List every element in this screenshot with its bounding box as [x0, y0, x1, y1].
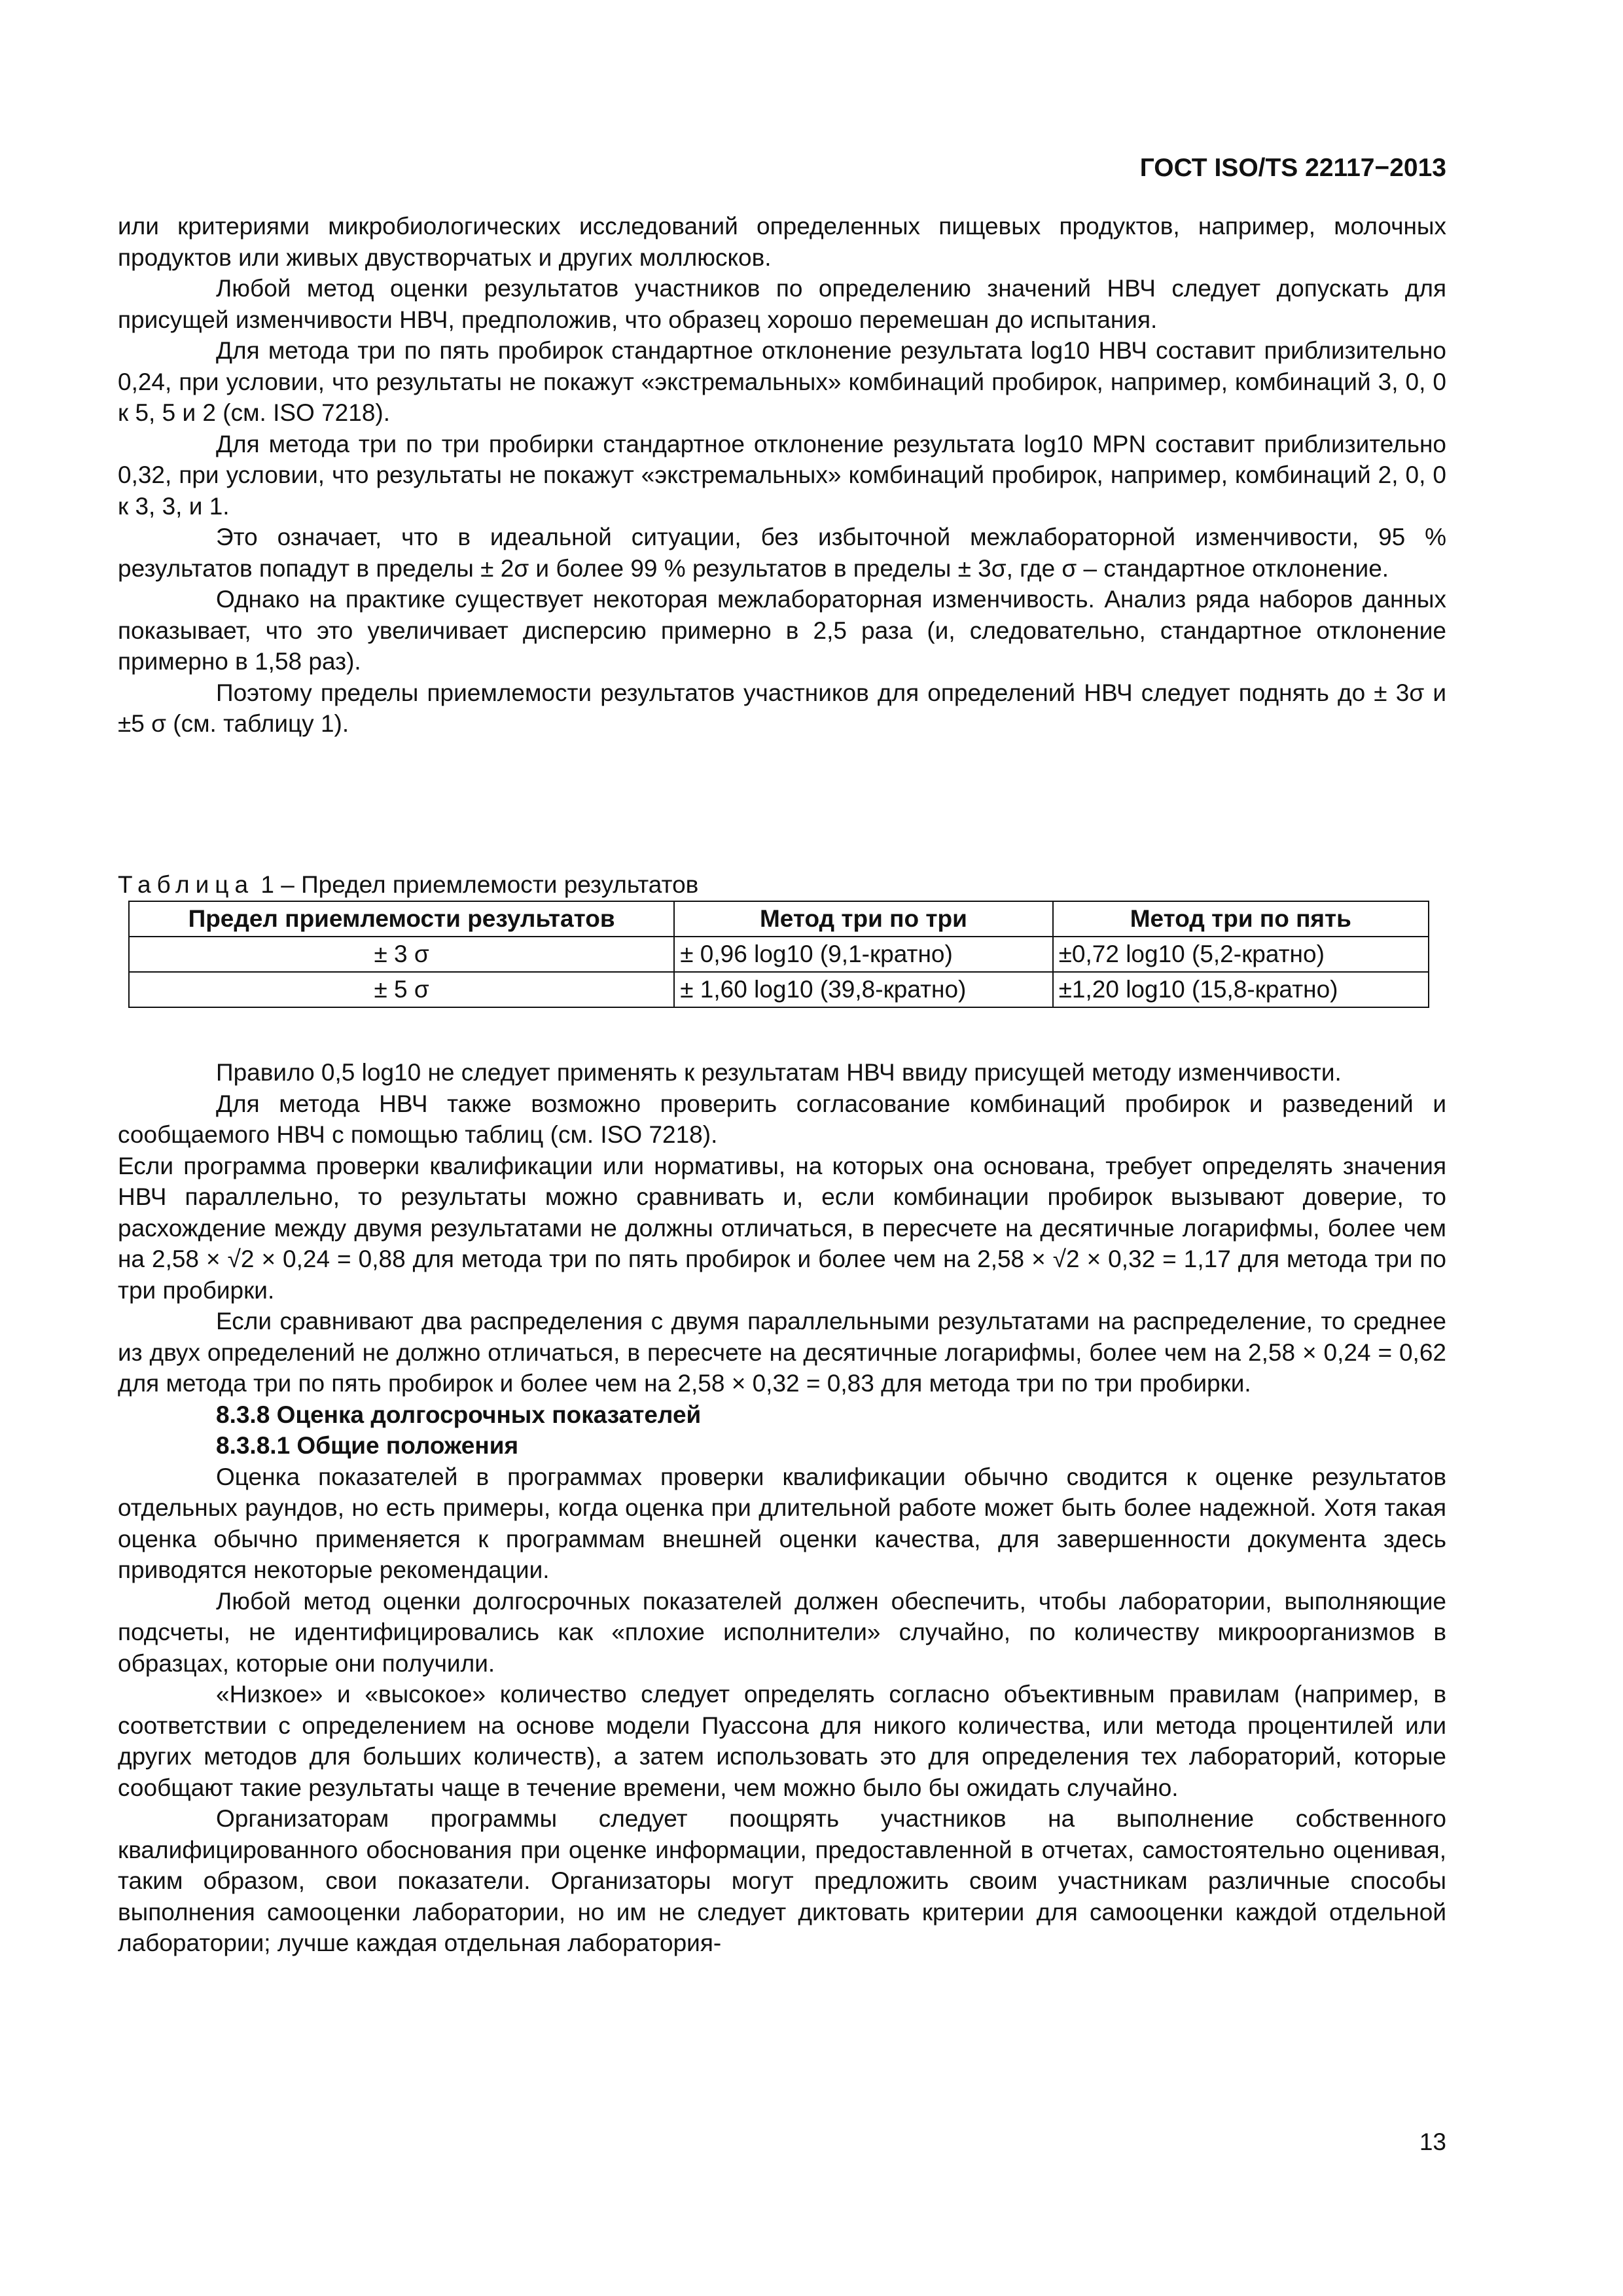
- paragraph: Если программа проверки квалификации или нормативы, на которых она основана, требует определять значения НВЧ параллельно, то результаты можно сравнивать и, если комбинации пробирок вызывают доверие, то расхождение между двумя результатами не должны отличаться, в пересчете на десятичные логарифмы, более чем на 2,58 × √2 × 0,24 = 0,88 для метода три по пять пробирок и более чем на 2,58 × √2 × 0,32 = 1,17 для метода три по три пробирки.: [118, 1152, 1446, 1304]
- acceptance-limits-table: [128, 901, 1429, 1008]
- table-caption-label: Таблица: [118, 871, 255, 898]
- paragraph: или критериями микробиологических исследований определенных пищевых продуктов, например, молочных продуктов или живых двустворчатых и других моллюсков.: [118, 213, 1446, 271]
- paragraph: Любой метод оценки результатов участников по определению значений НВЧ следует допускать для присущей изменчивости НВЧ, предположив, что образец хорошо перемешан до испытания.: [118, 275, 1446, 333]
- table-cell: ± 0,96 log10 (9,1-кратно): [674, 937, 1052, 972]
- table-row: [129, 972, 1429, 1007]
- table-header-cell: Предел приемлемости результатов: [129, 901, 674, 937]
- table-row: [129, 937, 1429, 972]
- table-cell: ± 3 σ: [129, 937, 674, 972]
- document-code-header: ГОСТ ISO/TS 22117−2013: [1139, 154, 1446, 182]
- paragraph: Организаторам программы следует поощрять участников на выполнение собственного квалифицированного обоснования при оценке информации, предоставленной в отчетах, самостоятельно оценивая, таким образом, свои показатели. Организаторы могут предложить своим участникам различные способы выполнения самооценки лаборатории, но им не следует диктовать критерии для самооценки каждой отдельной лаборатории; лучше каждая отдельная лаборатория-: [118, 1805, 1446, 1956]
- table-caption: [118, 872, 1446, 898]
- paragraph: Для метода три по пять пробирок стандартное отклонение результата log10 НВЧ составит приблизительно 0,24, при условии, что результаты не покажут «экстремальных» комбинаций пробирок, например, комбинаций 3, 0, 0 к 5, 5 и 2 (см. ISO 7218).: [118, 337, 1446, 426]
- paragraph: Для метода три по три пробирки стандартное отклонение результата log10 MPN составит приблизительно 0,32, при условии, что результаты не покажут «экстремальных» комбинаций пробирок, например, комбинаций 2, 0, 0 к 3, 3, и 1.: [118, 430, 1446, 520]
- paragraph: Правило 0,5 log10 не следует применять к результатам НВЧ ввиду присущей методу изменчивости.: [216, 1059, 1342, 1086]
- paragraph: Любой метод оценки долгосрочных показателей должен обеспечить, чтобы лаборатории, выполняющие подсчеты, не идентифицировались как «плохие исполнители» случайно, по количеству микроорганизмов в образцах, которые они получили.: [118, 1587, 1446, 1677]
- page-number: 13: [1419, 2128, 1446, 2155]
- paragraph: «Низкое» и «высокое» количество следует определять согласно объективным правилам (например, в соответствии с определением на основе модели Пуассона для никого количества, или метода процентилей или других методов для больших количеств), а затем использовать это для определения тех лабораторий, которые сообщают такие результаты чаще в течение времени, чем можно было бы ожидать случайно.: [118, 1681, 1446, 1801]
- table-header-cell: Метод три по пять: [1053, 901, 1429, 937]
- table-caption-text: 1 – Предел приемлемости результатов: [254, 871, 699, 898]
- table-header-cell: Метод три по три: [674, 901, 1052, 937]
- section-heading: 8.3.8 Оценка долгосрочных показателей: [216, 1401, 702, 1428]
- table-cell: ±0,72 log10 (5,2-кратно): [1053, 937, 1429, 972]
- table-cell: ± 1,60 log10 (39,8-кратно): [674, 972, 1052, 1007]
- text-block-top: [118, 211, 1446, 740]
- paragraph: Поэтому пределы приемлемости результатов участников для определений НВЧ следует поднять до ± 3σ и ±5 σ (см. таблицу 1).: [118, 679, 1446, 737]
- table-header-row: [129, 901, 1429, 937]
- paragraph: Для метода НВЧ также возможно проверить согласование комбинаций пробирок и разведений и сообщаемого НВЧ с помощью таблиц (см. ISO 7218).: [118, 1090, 1446, 1148]
- paragraph: Если сравнивают два распределения с двумя параллельными результатами на распределение, то среднее из двух определений не должно отличаться, в пересчете на десятичные логарифмы, более чем на 2,58 × 0,24 = 0,62 для метода три по пять пробирок и более чем на 2,58 × 0,32 = 0,83 для метода три по три пробирки.: [118, 1308, 1446, 1397]
- subsection-heading: 8.3.8.1 Общие положения: [216, 1432, 519, 1459]
- text-block-bottom: [118, 1057, 1446, 1959]
- table-cell: ±1,20 log10 (15,8-кратно): [1053, 972, 1429, 1007]
- table-cell: ± 5 σ: [129, 972, 674, 1007]
- paragraph: Однако на практике существует некоторая межлабораторная изменчивость. Анализ ряда наборов данных показывает, что это увеличивает дисперсию примерно в 2,5 раза (и, следовательно, стандартное отклонение примерно в 1,58 раз).: [118, 586, 1446, 675]
- paragraph: Это означает, что в идеальной ситуации, без избыточной межлабораторной изменчивости, 95 % результатов попадут в пределы ± 2σ и более 99 % результатов в пределы ± 3σ, где σ – стандартное отклонение.: [118, 524, 1446, 582]
- paragraph: Оценка показателей в программах проверки квалификации обычно сводится к оценке результатов отдельных раундов, но есть примеры, когда оценка при длительной работе может быть более надежной. Хотя такая оценка обычно применяется к программам внешней оценки качества, для завершенности документа здесь приводятся некоторые рекомендации.: [118, 1463, 1446, 1583]
